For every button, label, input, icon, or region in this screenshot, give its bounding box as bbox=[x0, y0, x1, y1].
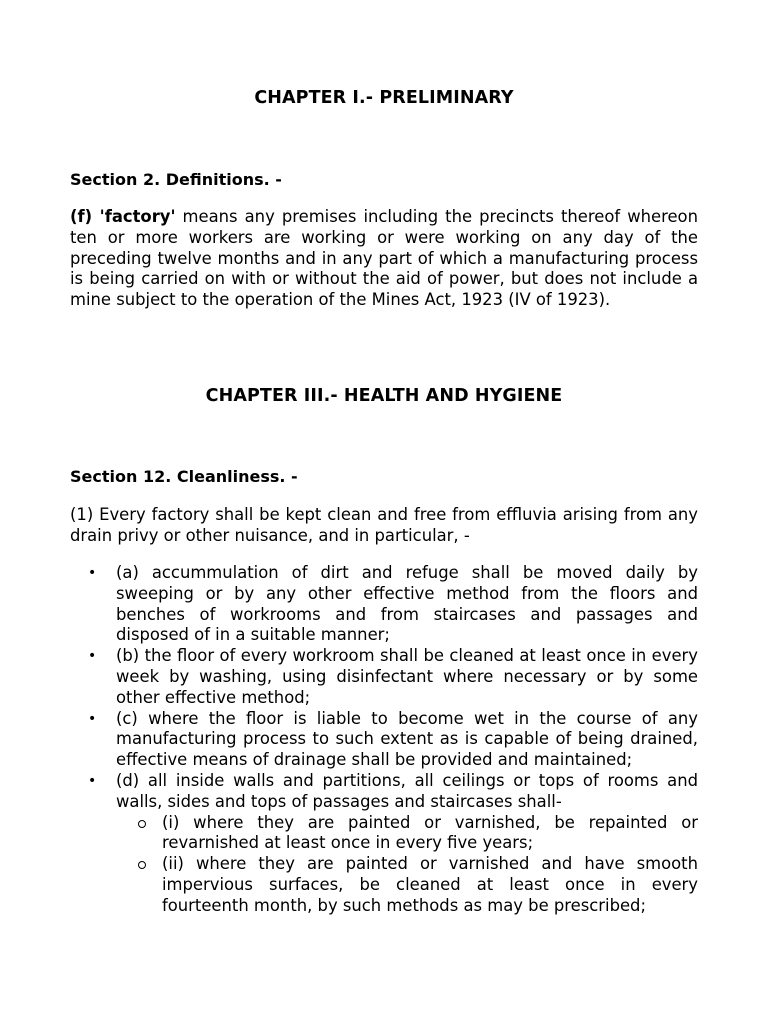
sub-list-item-text: (i) where they are painted or varnished, be repainted or revarnished at least once in every five years; bbox=[162, 812, 698, 853]
bullet-icon: • bbox=[88, 648, 97, 665]
bullet-icon: • bbox=[88, 710, 97, 727]
factory-definition-text: means any premises including the precincts thereof whereon ten or more workers are working or were working on any day of the preceding twelve months and in any part of which a manufacturing process is being carried on with or without the aid of power, but does not include a mine subject to the operation of the Mines Act, 1923 (IV of 1923). bbox=[70, 207, 698, 310]
section-2-heading: Section 2. Definitions. - bbox=[70, 170, 282, 189]
chapter-1-heading: CHAPTER I.- PRELIMINARY bbox=[254, 88, 514, 108]
sub-list-item-i bbox=[116, 813, 698, 855]
bullet-icon: • bbox=[88, 565, 97, 581]
list-item-text: (c) where the floor is liable to become wet in the course of any manufacturing process to such extent as is capable of being drained, effective means of drainage shall be provided and maintained; bbox=[116, 708, 698, 770]
factory-definition-paragraph bbox=[70, 207, 698, 311]
circle-bullet-icon bbox=[138, 861, 146, 869]
bullet-icon: • bbox=[88, 772, 97, 789]
circle-bullet-icon bbox=[138, 820, 146, 828]
sub-list bbox=[116, 813, 698, 917]
factory-term: (f) 'factory' bbox=[70, 207, 176, 226]
list-item-text: (a) accummulation of dirt and refuge shall be moved daily by sweeping or by any other effective method from the floors and benches of workrooms and from staircases and passages and disposed of in a suitable manner; bbox=[116, 563, 698, 645]
sub-list-item-text: (ii) where they are painted or varnished and have smooth impervious surfaces, be cleaned at least once in every fourteenth month, by such methods as may be prescribed; bbox=[162, 854, 698, 915]
chapter-3-heading: CHAPTER III.- HEALTH AND HYGIENE bbox=[205, 386, 563, 406]
list-item-b bbox=[70, 646, 698, 708]
list-item-d bbox=[70, 771, 698, 917]
section-12-heading: Section 12. Cleanliness. - bbox=[70, 467, 298, 486]
list-item-a bbox=[70, 563, 698, 646]
list-item-text: (d) all inside walls and partitions, all ceilings or tops of rooms and walls, sides and tops of passages and staircases shall- bbox=[116, 770, 698, 811]
list-item-c bbox=[70, 709, 698, 771]
cleanliness-intro-paragraph: (1) Every factory shall be kept clean and free from effluvia arising from any drain privy or other nuisance, and in particular, - bbox=[70, 505, 698, 545]
list-item-text: (b) the floor of every workroom shall be cleaned at least once in every week by washing, using disinfectant where necessary or by some other effective method; bbox=[116, 646, 698, 707]
sub-list-item-ii bbox=[116, 854, 698, 916]
cleanliness-list bbox=[70, 563, 698, 917]
